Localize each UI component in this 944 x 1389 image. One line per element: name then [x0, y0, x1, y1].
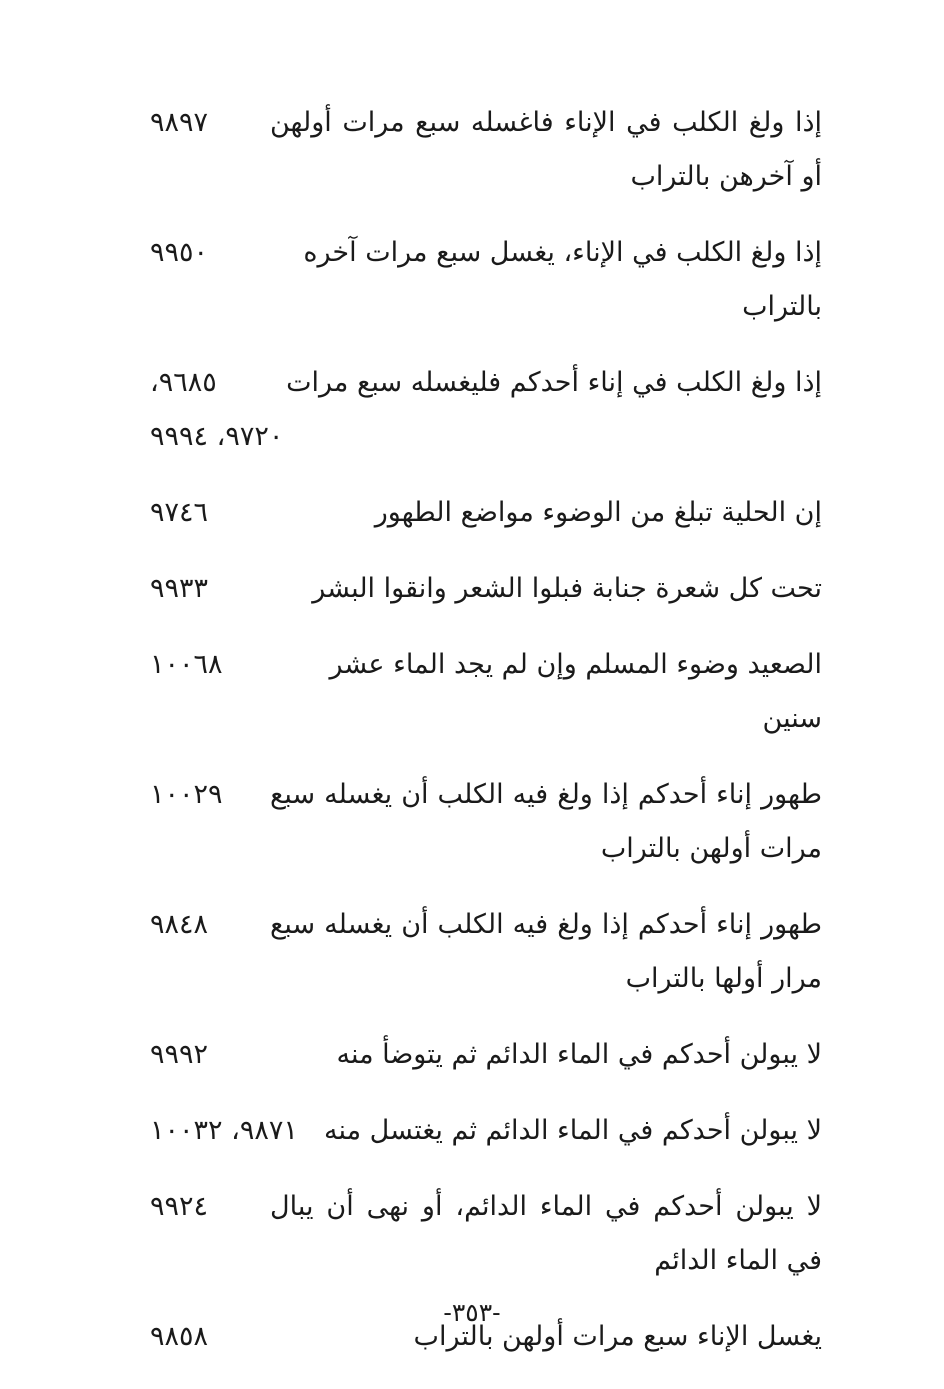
- entry-reference-numbers: ٩٩٥٠: [150, 237, 209, 268]
- entry-text: إذا ولغ الكلب في الإناء فاغسله سبع مرات أولهن أو آخرهن بالتراب: [270, 107, 822, 192]
- entry-text: يغسل الإناء سبع مرات أولهن بالتراب: [413, 1321, 822, 1352]
- index-entry: [150, 1104, 822, 1158]
- index-entry: [150, 486, 822, 540]
- entry-text: الصعيد وضوء المسلم وإن لم يجد الماء عشر سنين: [329, 649, 822, 734]
- index-entry: [150, 638, 822, 746]
- entry-text: لا يبولن أحدكم في الماء الدائم ثم يغتسل منه: [324, 1115, 822, 1146]
- entry-text: إذا ولغ الكلب في إناء أحدكم فليغسله سبع مرات: [286, 367, 822, 398]
- index-entry: [150, 898, 822, 1006]
- entry-reference-numbers: ١٠٠٦٨: [150, 649, 223, 680]
- entry-reference-numbers: ١٠٠٢٩: [150, 779, 223, 810]
- hadith-index-list: [150, 96, 822, 1386]
- index-entry: [150, 562, 822, 616]
- entry-reference-numbers: ٩٨٥٨: [150, 1321, 209, 1352]
- entry-reference-numbers: ٩٦٨٥، ٩٧٢٠، ٩٩٩٤: [150, 367, 284, 452]
- entry-reference-numbers: ٩٩٩٢: [150, 1039, 209, 1070]
- entry-reference-numbers: ٩٩٢٤: [150, 1191, 209, 1222]
- index-entry: [150, 1028, 822, 1082]
- page-number: -٣٥٣-: [443, 1298, 501, 1327]
- index-entry: [150, 356, 822, 464]
- entry-text: طهور إناء أحدكم إذا ولغ فيه الكلب أن يغسله سبع مرات أولهن بالتراب: [270, 779, 822, 864]
- entry-reference-numbers: ٩٧٤٦: [150, 497, 209, 528]
- entry-text: تحت كل شعرة جنابة فبلوا الشعر وانقوا البشر: [312, 573, 822, 604]
- entry-reference-numbers: ٩٩٣٣: [150, 573, 209, 604]
- entry-text: إذا ولغ الكلب في الإناء، يغسل سبع مرات آخره بالتراب: [303, 237, 822, 322]
- entry-reference-numbers: ٩٨٧١، ١٠٠٣٢: [150, 1115, 298, 1146]
- entry-text: إن الحلية تبلغ من الوضوء مواضع الطهور: [374, 497, 822, 528]
- entry-text: طهور إناء أحدكم إذا ولغ فيه الكلب أن يغسله سبع مرار أولها بالتراب: [270, 909, 822, 994]
- index-entry: [150, 96, 822, 204]
- index-entry: [150, 768, 822, 876]
- entry-reference-numbers: ٩٨٤٨: [150, 909, 209, 940]
- index-entry: [150, 1180, 822, 1288]
- index-entry: [150, 226, 822, 334]
- entry-reference-numbers: ٩٨٩٧: [150, 107, 209, 138]
- entry-text: لا يبولن أحدكم في الماء الدائم، أو نهى أن يبال في الماء الدائم: [270, 1191, 822, 1276]
- entry-text: لا يبولن أحدكم في الماء الدائم ثم يتوضأ منه: [336, 1039, 822, 1070]
